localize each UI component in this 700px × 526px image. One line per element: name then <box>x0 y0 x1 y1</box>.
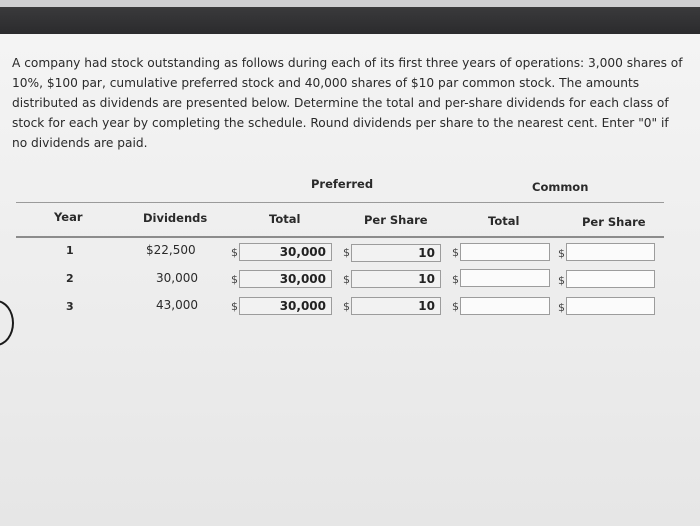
row-1-dividends: $22,500 <box>146 243 196 257</box>
row-3-common-per-share-input[interactable] <box>566 297 655 315</box>
header-bottom-rule <box>16 236 664 238</box>
col-dividends-header: Dividends <box>143 211 208 225</box>
row-3-preferred-total-input[interactable]: 30,000 <box>239 297 332 315</box>
top-bar <box>0 0 700 34</box>
row-3-common-total-currency: $ <box>452 300 459 313</box>
common-group-header: Common <box>532 180 589 194</box>
row-3-pref-per-share-currency: $ <box>343 300 350 313</box>
row-1-common-total-input[interactable] <box>460 243 550 261</box>
row-3-common-per-share-currency: $ <box>558 301 565 314</box>
row-1-pref-total-currency: $ <box>231 246 238 259</box>
row-1-preferred-total-input[interactable]: 30,000 <box>239 243 332 261</box>
row-2-common-total-input[interactable] <box>460 269 550 287</box>
col-common-per-share-header: Per Share <box>582 215 646 229</box>
row-1-common-per-share-currency: $ <box>558 247 565 260</box>
header-top-rule <box>16 202 664 203</box>
row-1-common-total-currency: $ <box>452 246 459 259</box>
row-3-preferred-per-share-input[interactable]: 10 <box>351 297 441 315</box>
row-2-common-total-currency: $ <box>452 273 459 286</box>
row-3-common-total-input[interactable] <box>460 297 550 315</box>
row-2-preferred-total-input[interactable]: 30,000 <box>239 270 332 288</box>
row-2-preferred-per-share-input[interactable]: 10 <box>351 270 441 288</box>
row-1-preferred-per-share-input[interactable]: 10 <box>351 244 441 262</box>
row-2-common-per-share-currency: $ <box>558 274 565 287</box>
col-year-header: Year <box>54 210 83 224</box>
question-text: A company had stock outstanding as follows during each of its first three years of operations: 3,000 shares of 10%, $100 par, cumulative preferred stock and 40,000 shares of $10 par common stock. The amounts distributed as dividends are presented below. Determine the total and per-share dividends for each class of stock for each year by completing the schedule. Round dividends per share to the nearest cent. Enter "0" if no dividends are paid. <box>12 56 683 150</box>
row-2-dividends: 30,000 <box>156 271 198 285</box>
row-3-dividends: 43,000 <box>156 298 198 312</box>
col-preferred-total-header: Total <box>269 212 301 226</box>
row-1-common-per-share-input[interactable] <box>566 243 655 261</box>
col-preferred-per-share-header: Per Share <box>364 213 428 227</box>
row-3-pref-total-currency: $ <box>231 300 238 313</box>
row-1-year: 1 <box>66 244 74 257</box>
row-2-pref-per-share-currency: $ <box>343 273 350 286</box>
row-2-pref-total-currency: $ <box>231 273 238 286</box>
row-3-year: 3 <box>66 300 74 313</box>
row-1-pref-per-share-currency: $ <box>343 246 350 259</box>
row-2-year: 2 <box>66 272 74 285</box>
col-common-total-header: Total <box>488 214 520 228</box>
preferred-group-header: Preferred <box>311 177 374 191</box>
row-2-common-per-share-input[interactable] <box>566 270 655 288</box>
